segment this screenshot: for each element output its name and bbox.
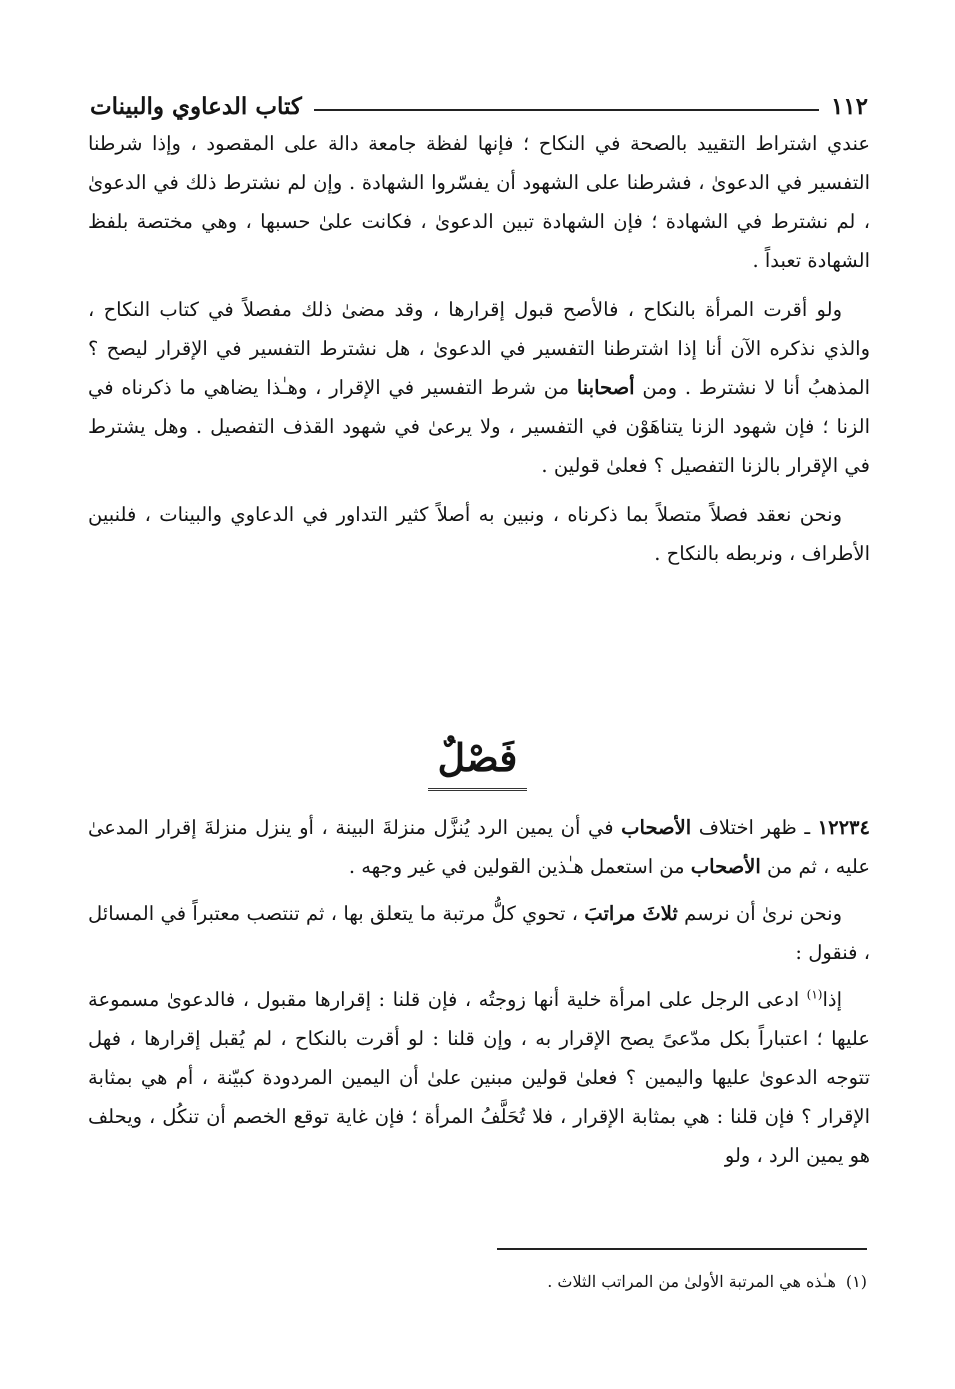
page-number: ١١٢ xyxy=(830,93,868,120)
footnote xyxy=(85,1268,867,1296)
footnote-text: هـٰذه هي المرتبة الأولىٰ من المراتب الثلاث . xyxy=(547,1272,836,1291)
paragraph-2-text-a: ولو أقرت المرأة بالنكاح ، فالأصح قبول إقرارها ، وقد مضىٰ ذلك مفصلاً في كتاب النكاح ، والذي نذكره الآن أنا إذا اشترطنا التفسير في الدعوىٰ ، هل نشترط التفسير في الإقرار ليصح ؟ المذهبُ أنا لا نشترط . ومن xyxy=(88,298,870,399)
section-text xyxy=(88,808,870,1175)
paragraph-2-text-b: من شرط التفسير في الإقرار ، وهـٰذا يضاهي ما ذكرناه في الزنا ؛ فإن شهود الزنا يتناهَوْن في التفسير ، ولا يرعىٰ في شهود القذف التفصيل . وهل يشترط في الإقرار بالزنا التفصيل ؟ فعلىٰ قولين . xyxy=(88,376,870,477)
section-paragraph-1-text-c: من استعمل هـٰذين القولين في غير وجهه . xyxy=(348,855,691,878)
footnote-marker: (١) xyxy=(845,1272,867,1291)
section-paragraph-3-text-b: ادعى الرجل على امرأة خلية أنها زوجتُه ، فإن قلنا : إقرارها مقبول ، فالدعوىٰ مسموعة عليها ؛ اعتباراً بكل مدّعىً يصح الإقرار به ، وإن قلنا : لو أقرت بالنكاح ، لم يُقبل إقرارها ، فهل تتوجه الدعوىٰ عليها واليمين ؟ فعلىٰ قولين مبنين علىٰ أن اليمين المردودة كبيّنة ، أم هي بمثابة الإقرار ؟ فإن قلنا : هي بمثابة الإقرار ، فلا تُحَلَّفُ المرأة ؛ فإن غاية توقع الخصم أن تنكُل ، ويحلف هو يمين الرد ، ولو xyxy=(88,988,870,1167)
paragraph-3: ونحن نعقد فصلاً متصلاً بما ذكرناه ، ونبين به أصلاً كثير التداور في الدعاوي والبينات ، فلنبين الأطراف ، ونربطه بالنكاح . xyxy=(88,503,870,565)
footnote-reference: (١) xyxy=(806,987,823,1002)
paragraph-1: عندي اشتراط التقييد بالصحة في النكاح ؛ فإنها لفظة جامعة دالة على المقصود ، وإذا شرطنا التفسير في الدعوىٰ ، فشرطنا على الشهود أن يفسّروا الشهادة . وإن لم نشترط ذلك في الدعوىٰ ، لم نشترط في الشهادة ؛ فإن الشهادة تبين الدعوىٰ ، فكانت علىٰ حسبها ، وهي مختصة بلفظ الشهادة تعبداً . xyxy=(88,132,870,272)
section-paragraph-2-text-b: ، تحوي كلُّ مرتبة ما يتعلق بها ، ثم تنتصب معتبراً في المسائل ، فنقول : xyxy=(88,902,870,964)
section-paragraph-3 xyxy=(88,980,870,1175)
fasl-title: فَصْلٌ xyxy=(428,728,528,791)
main-text xyxy=(88,124,870,573)
paragraph-2 xyxy=(88,290,870,485)
section-paragraph-1-text-b: في أن يمين الرد يُنزَّل منزلةَ البينة ، أو ينزل منزلةَ إقرار المدعىٰ عليه ، ثم من xyxy=(88,816,870,878)
section-number: ١٢٢٣٤ xyxy=(817,816,870,839)
section-paragraph-3-text-a: إذا xyxy=(822,988,842,1011)
section-paragraph-1-bold-2: الأصحاب xyxy=(690,855,761,878)
paragraph-2-bold: أصحابنا xyxy=(576,376,635,399)
section-paragraph-1 xyxy=(88,808,870,886)
section-heading xyxy=(0,728,955,791)
running-title: كتاب الدعاوي والبينات xyxy=(90,93,302,120)
section-paragraph-2-bold: ثلاثَ مراتبَ xyxy=(584,902,678,925)
section-paragraph-2-text-a: ونحن نرىٰ أن نرسم xyxy=(677,902,842,925)
section-paragraph-1-text-a: ـ ظهر اختلاف xyxy=(691,816,818,839)
footnote-rule xyxy=(497,1248,867,1250)
section-paragraph-2 xyxy=(88,894,870,972)
page-header xyxy=(90,80,868,120)
header-rule xyxy=(314,109,819,111)
section-paragraph-1-bold-1: الأصحاب xyxy=(621,816,692,839)
